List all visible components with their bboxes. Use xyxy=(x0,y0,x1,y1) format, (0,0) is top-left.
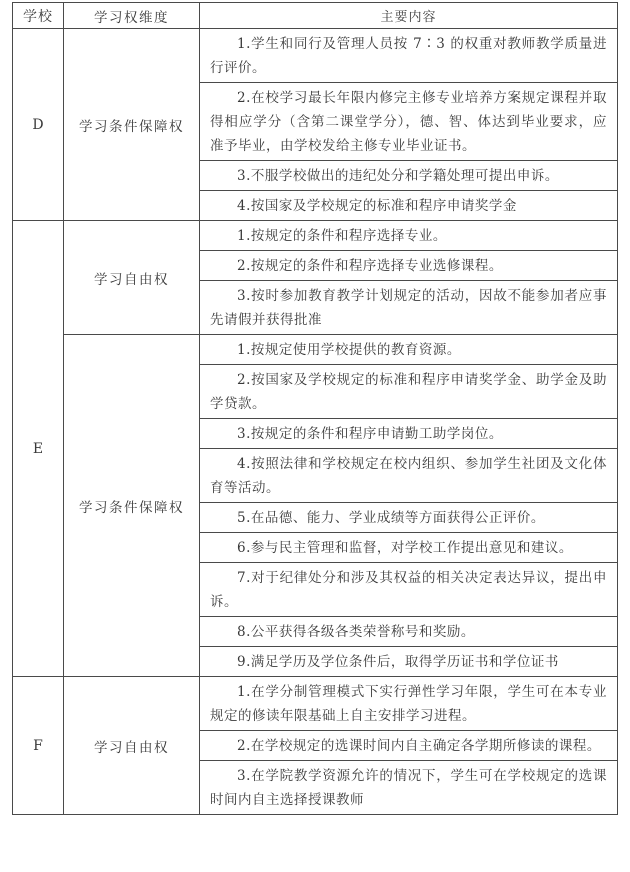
content-cell xyxy=(200,29,618,221)
content-item: 3.不服学校做出的违纪处分和学籍处理可提出申诉。 xyxy=(200,160,617,190)
content-item: 1.学生和同行及管理人员按 7∶3 的权重对教师教学质量进行评价。 xyxy=(210,36,607,76)
content-item: 4.按国家及学校规定的标准和程序申请奖学金 xyxy=(200,190,617,220)
content-item: 3.在学院教学资源允许的情况下，学生可在学校规定的选课时间内自主选择授课教师 xyxy=(200,760,617,814)
dimension-cell: 学习条件保障权 xyxy=(64,29,200,221)
school-cell: D xyxy=(13,29,64,221)
content-cell xyxy=(200,677,618,815)
content-item: 3.按规定的条件和程序申请勤工助学岗位。 xyxy=(200,418,617,448)
table-row-e-1 xyxy=(13,221,618,335)
header-dimension: 学习权维度 xyxy=(64,3,200,29)
header-school: 学校 xyxy=(13,3,64,29)
content-item: 2.按规定的条件和程序选择专业选修课程。 xyxy=(200,250,617,280)
content-item: 2.按国家及学校规定的标准和程序申请奖学金、助学金及助学贷款。 xyxy=(200,364,617,418)
content-cell xyxy=(200,335,618,677)
content-item: 3.按时参加教育教学计划规定的活动，因故不能参加者应事先请假并获得批准 xyxy=(200,280,617,334)
content-cell xyxy=(200,221,618,335)
content-item: 1.在学分制管理模式下实行弹性学习年限，学生可在本专业规定的修读年限基础上自主安排学习进程。 xyxy=(210,684,607,724)
content-item: 8.公平获得各级各类荣誉称号和奖励。 xyxy=(200,616,617,646)
content-item: 1.按规定使用学校提供的教育资源。 xyxy=(237,342,461,358)
content-item: 2.在学校规定的选课时间内自主确定各学期所修读的课程。 xyxy=(200,730,617,760)
dimension-cell: 学习条件保障权 xyxy=(64,335,200,677)
content-item: 2.在校学习最长年限内修完主修专业培养方案规定课程并取得相应学分（含第二课堂学分），德、智、体达到毕业要求，应准予毕业，由学校发给主修专业毕业证书。 xyxy=(200,82,617,160)
content-item: 7.对于纪律处分和涉及其权益的相关决定表达异议，提出申诉。 xyxy=(200,562,617,616)
rights-table xyxy=(12,2,618,815)
table-row-f xyxy=(13,677,618,815)
school-cell: F xyxy=(13,677,64,815)
content-item: 4.按照法律和学校规定在校内组织、参加学生社团及文化体育等活动。 xyxy=(200,448,617,502)
table-row-d xyxy=(13,29,618,221)
dimension-cell: 学习自由权 xyxy=(64,221,200,335)
content-item: 9.满足学历及学位条件后，取得学历证书和学位证书 xyxy=(200,646,617,676)
header-row xyxy=(13,3,618,29)
header-content: 主要内容 xyxy=(200,3,618,29)
content-item: 6.参与民主管理和监督，对学校工作提出意见和建议。 xyxy=(200,532,617,562)
dimension-cell: 学习自由权 xyxy=(64,677,200,815)
content-item: 5.在品德、能力、学业成绩等方面获得公正评价。 xyxy=(200,502,617,532)
table-row-e-2 xyxy=(13,335,618,677)
content-item: 1.按规定的条件和程序选择专业。 xyxy=(237,228,447,244)
school-cell: E xyxy=(13,221,64,677)
